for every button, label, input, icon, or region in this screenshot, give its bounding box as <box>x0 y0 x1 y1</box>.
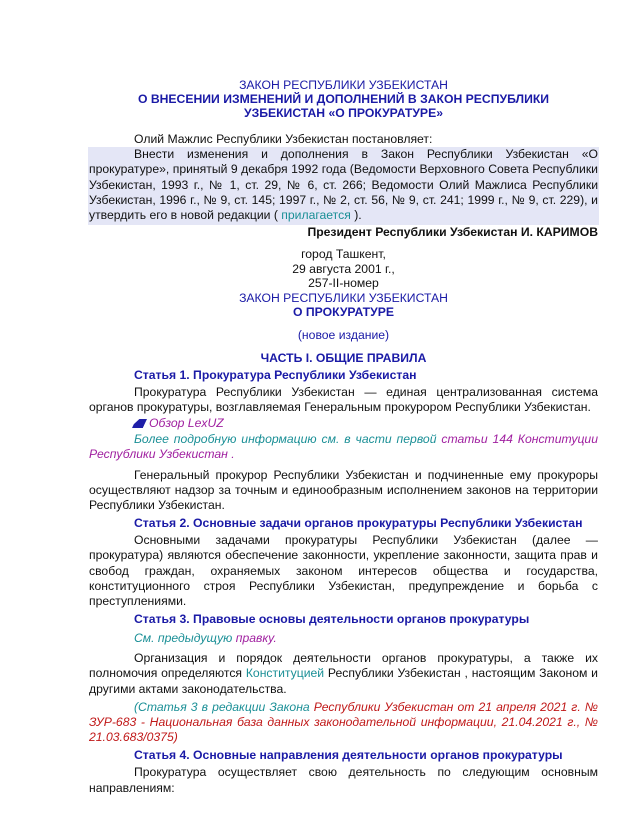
article-1-para-2: Генеральный прокурор Республики Узбекистан и подчиненные ему прокуроры осуществляют надзор за точным и единообразным исполнением законов на территории Республики Узбекистан. <box>89 467 598 512</box>
article-2-para-1: Основными задачами прокуратуры Республики Узбекистан (далее — прокуратура) являются обеспечение законности, укрепление законности, защита прав и свобод граждан, охраняемых законом интересов общества и государства, конституционного строя Республики Узбекистан, предупреждение и борьба с преступлениями. <box>89 533 598 608</box>
article-4-heading: Статья 4. Основные направления деятельности органов прокуратуры <box>134 748 563 763</box>
preamble-highlighted-block <box>88 147 599 225</box>
date: 29 августа 2001 г., <box>292 261 395 276</box>
law-title-line-1: О ВНЕСЕНИИ ИЗМЕНЕНИЙ И ДОПОЛНЕНИЙ В ЗАКОН РЕСПУБЛИКИ <box>137 92 550 106</box>
article-1-heading: Статья 1. Прокуратура Республики Узбекистан <box>134 367 417 382</box>
preamble-body-text: Внести изменения и дополнения в Закон Республики Узбекистан «О прокуратуре», принятый 9 декабря 1992 года (Ведомости Верховного Совета Республики Узбекистан, 1993 г., № 1, ст. 29, № 6, ст. 266; Ведомости Олий Мажлиса Республики Узбекистан, 1996 г., № 9, ст. 145; 1997 г., № 2, ст. 56, № 9, ст. 241; 1999 г., № 9, ст. 229), и утвердить его в новой редакции ( <box>89 147 598 223</box>
review-book-icon <box>132 419 147 428</box>
article-3-para-1-end: Республики Узбекистан , настоящим Законом и другими актами законодательства. <box>89 666 598 696</box>
preamble-body-end: ). <box>354 208 362 223</box>
article-3-para-1 <box>89 651 598 697</box>
article-1-reference-note <box>89 432 598 462</box>
amending-law-link[interactable]: Республики Узбекистан от 21 апреля 2021 г. № ЗУР-683 - Национальная база данных законодательной информации, 21.04.2021 г., № 21.03.683/0375) <box>89 699 598 745</box>
law-type-heading: ЗАКОН РЕСПУБЛИКИ УЗБЕКИСТАН <box>239 78 448 92</box>
part-title: ЧАСТЬ I. ОБЩИЕ ПРАВИЛА <box>260 350 427 365</box>
law-title-line-2: УЗБЕКИСТАН «О ПРОКУРАТУРЕ» <box>244 106 443 120</box>
article-3-para-1-text: Организация и порядок деятельности органов прокуратуры, а также их полномочия определяются <box>89 651 598 681</box>
law-number: 257-II-номер <box>308 276 379 291</box>
constitution-article-144-link[interactable]: статьи 144 Конституции Республики Узбекистан <box>89 432 598 462</box>
city: город Ташкент, <box>301 247 386 262</box>
article-4-para-1: Прокуратура осуществляет свою деятельность по следующим основным направлениям: <box>89 765 598 795</box>
edit-note-text: (Статья 3 в редакции Закона <box>134 699 314 714</box>
place-date-block <box>89 247 598 365</box>
president-signature: Президент Республики Узбекистан И. КАРИМОВ <box>307 225 598 240</box>
review-lexuz-row <box>89 415 598 432</box>
law-type-heading-2: ЗАКОН РЕСПУБЛИКИ УЗБЕКИСТАН <box>239 290 448 305</box>
preamble-intro: Олий Мажлис Республики Узбекистан постановляет: <box>134 132 433 146</box>
reference-note-text: Более подробную информацию см. в части первой <box>134 432 442 447</box>
review-lexuz-link[interactable]: Обзор LexUZ <box>149 416 224 431</box>
constitution-link[interactable]: Конституцией <box>245 666 325 681</box>
law-title: О ПРОКУРАТУРЕ <box>293 304 394 319</box>
document-page <box>89 78 598 796</box>
article-3-edit-note <box>89 700 598 746</box>
edition-note: (новое издание) <box>297 327 390 342</box>
previous-edit-link[interactable]: правку. <box>235 631 277 646</box>
reference-note-end: . <box>227 447 235 462</box>
article-1-para-1: Прокуратура Республики Узбекистан — единая централизованная система органов прокуратуры, возглавляемая Генеральным прокурором Республики Узбекистан. <box>89 384 598 414</box>
see-previous-edit-row <box>89 629 598 647</box>
article-2-heading: Статья 2. Основные задачи органов прокуратуры Республики Узбекистан <box>134 516 583 531</box>
article-3-heading: Статья 3. Правовые основы деятельности органов прокуратуры <box>134 612 530 627</box>
attached-link[interactable]: прилагается <box>281 208 351 223</box>
see-previous-text: См. предыдущую <box>134 631 236 646</box>
preamble-body <box>89 147 598 223</box>
